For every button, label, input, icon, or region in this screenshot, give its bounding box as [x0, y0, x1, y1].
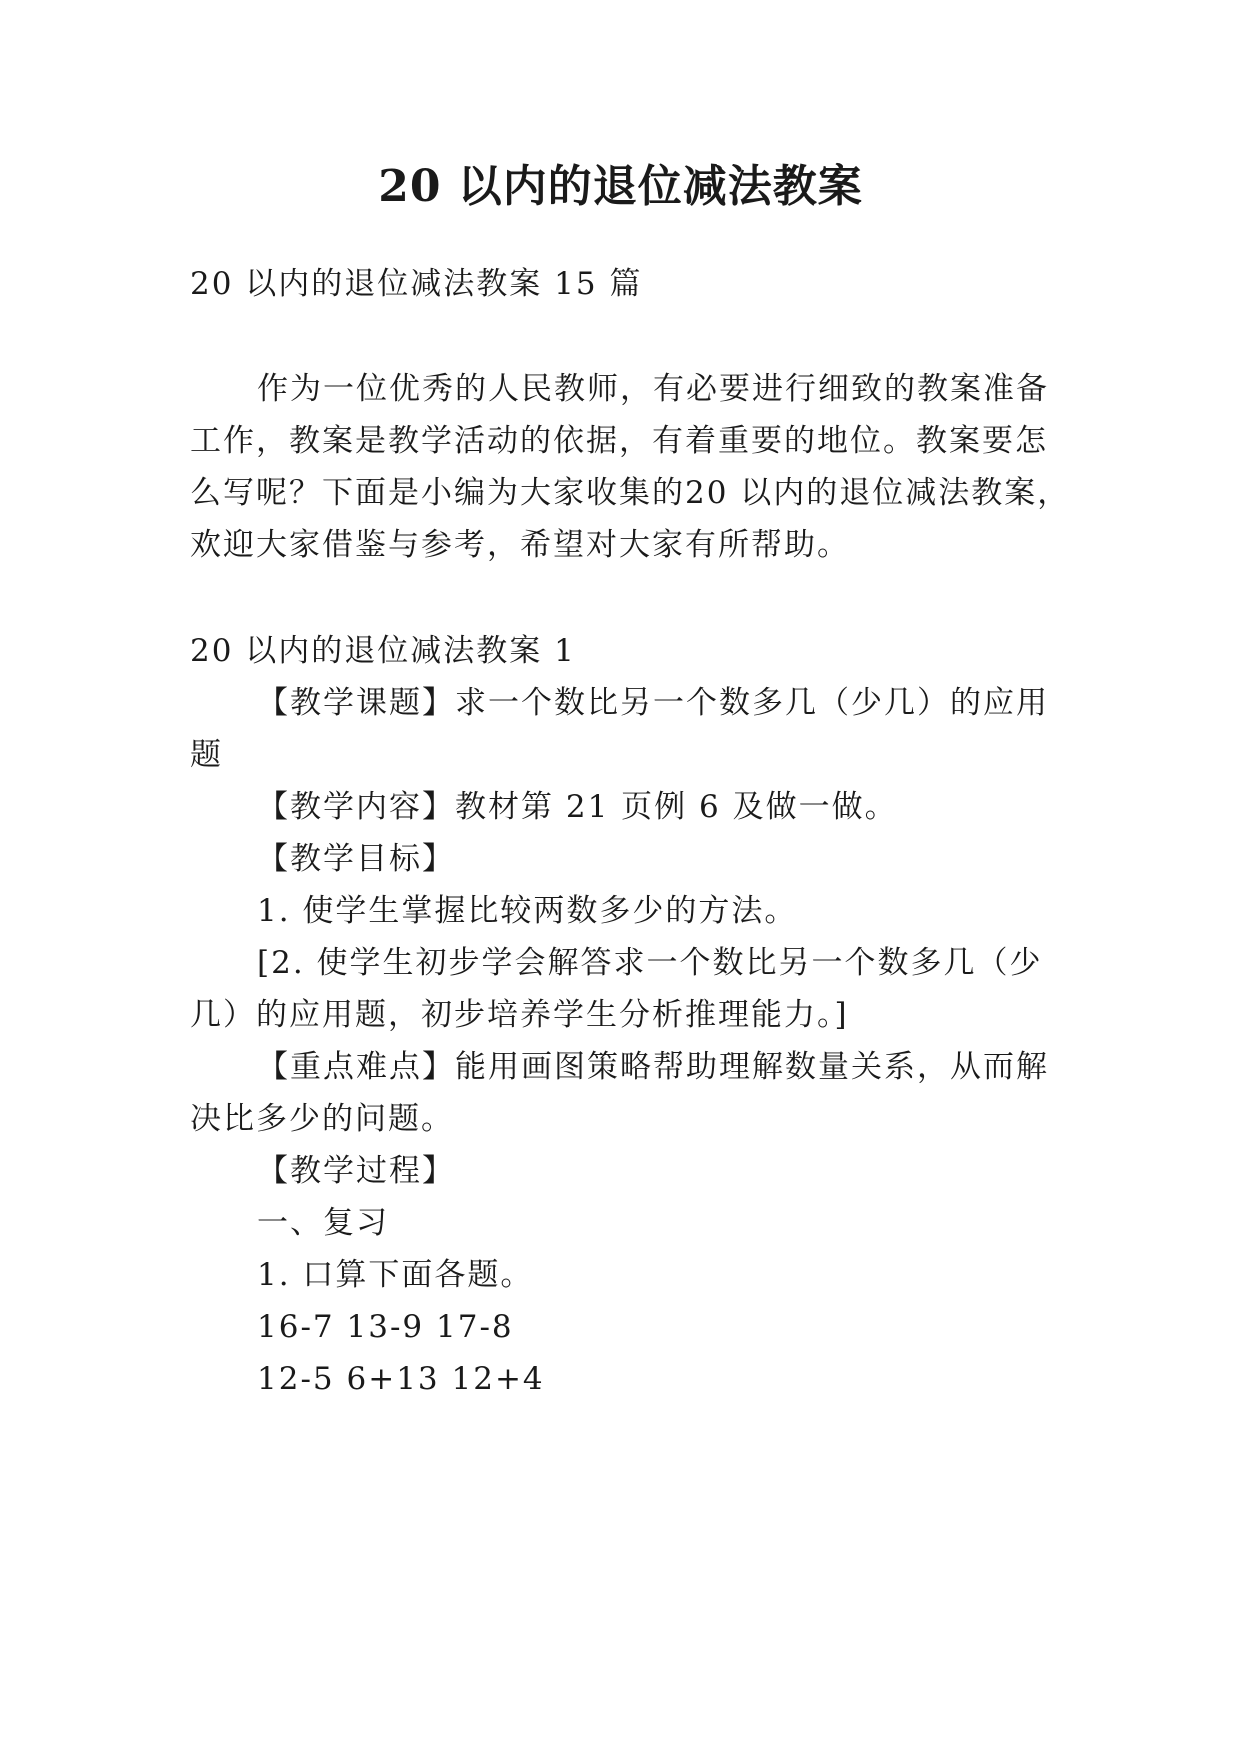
body-line: 【教学课题】求一个数比另一个数多几（少几）的应用 — [257, 685, 1049, 721]
document-subtitle: 20 以内的退位减法教案 15 篇 — [190, 266, 643, 302]
body-line: 决比多少的问题。 — [190, 1101, 454, 1137]
body-line: 1. 使学生掌握比较两数多少的方法。 — [257, 893, 798, 929]
body-line: 【重点难点】能用画图策略帮助理解数量关系，从而解 — [257, 1049, 1049, 1085]
body-line: 【教学内容】教材第 21 页例 6 及做一做。 — [257, 789, 898, 825]
body-line: 一、复习 — [257, 1205, 389, 1241]
body-line: 【教学过程】 — [257, 1153, 455, 1189]
body-line: 题 — [190, 737, 223, 773]
body-line: 12-5 6+13 12+4 — [257, 1361, 545, 1397]
intro-line: 欢迎大家借鉴与参考，希望对大家有所帮助。 — [190, 527, 850, 563]
section-heading: 20 以内的退位减法教案 1 — [190, 633, 576, 669]
body-line: 16-7 13-9 17-8 — [257, 1309, 514, 1345]
intro-line: 么写呢？下面是小编为大家收集的20 以内的退位减法教案， — [190, 475, 1071, 511]
intro-line: 作为一位优秀的人民教师，有必要进行细致的教案准备 — [257, 371, 1049, 407]
body-line: 【教学目标】 — [257, 841, 455, 877]
body-line: 几）的应用题，初步培养学生分析推理能力。] — [190, 997, 849, 1033]
body-line: [2. 使学生初步学会解答求一个数比另一个数多几（少 — [257, 945, 1043, 981]
document-title: 20 以内的退位减法教案 — [378, 161, 863, 212]
body-line: 1. 口算下面各题。 — [257, 1257, 534, 1293]
intro-line: 工作，教案是教学活动的依据，有着重要的地位。教案要怎 — [190, 423, 1048, 459]
